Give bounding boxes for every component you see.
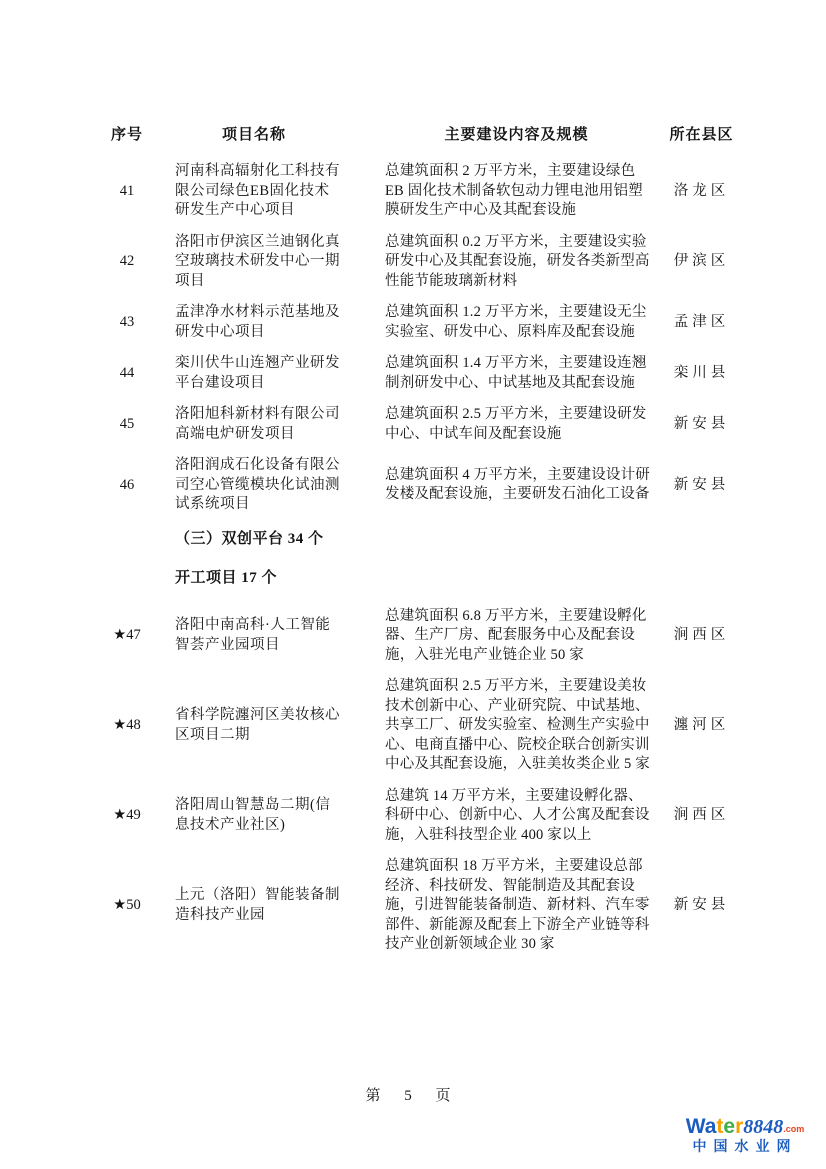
table-row: [95, 857, 747, 955]
construction-content-cell: 总建筑面积 2 万平方米，主要建设绿色 EB 固化技术制备软包动力锂电池用铝塑膜研发生产中心及其配套设施: [385, 163, 643, 218]
logo-tagline: 中国水业网: [692, 1138, 798, 1155]
construction-content-cell: 总建筑面积 1.4 万平方米，主要建设连翘制剂研发中心、中试基地及其配套设施: [385, 355, 647, 391]
water8848-logo: [670, 1116, 820, 1154]
header-cell-num: 序号: [110, 126, 143, 143]
row-index-cell-starred: ★47: [113, 627, 141, 643]
row-index-cell-starred: ★48: [113, 717, 141, 733]
project-name-cell: 洛阳市伊滨区兰迪钢化真空玻璃技术研发中心一期项目: [175, 233, 340, 289]
table-header-row: [95, 126, 747, 144]
project-name-cell: 上元（洛阳）智能装备制造科技产业园: [175, 887, 340, 923]
project-name-cell: 洛阳润成石化设备有限公司空心管缆模块化试油测试系统项目: [175, 457, 340, 512]
row-index-cell: 44: [119, 364, 135, 381]
district-cell: 新安县: [673, 415, 730, 432]
construction-content-cell: 总建筑面积 2.5 万平方米，主要建设研发中心、中试车间及配套设施: [385, 406, 647, 442]
table-row: [95, 787, 747, 846]
header-cell-content: 主要建设内容及规模: [444, 126, 589, 143]
district-cell: 新安县: [673, 897, 730, 913]
row-index-cell: 42: [119, 253, 135, 269]
district-cell: 瀍河区: [673, 717, 730, 733]
project-name-cell: 省科学院瀍河区美妆核心区项目二期: [175, 707, 340, 743]
row-index-cell: 46: [119, 476, 135, 493]
construction-content-cell: 总建筑面积 2.5 万平方米，主要建设美妆技术创新中心、产业研究院、中试基地、共享工厂、研发实验室、检测生产实验中心、电商直播中心、院校企联合创新实训中心及其配套设施，入驻美妆类企业 5 家: [385, 678, 650, 772]
section-heading-platform: （三）双创平台 34 个: [175, 530, 324, 547]
district-cell: 涧西区: [673, 807, 730, 823]
logo-letter-r: r: [735, 1115, 744, 1138]
project-name-cell: 孟津净水材料示范基地及研发中心项目: [175, 304, 340, 340]
district-cell: 伊滨区: [673, 253, 730, 269]
district-cell: 孟津区: [673, 313, 730, 330]
project-name-cell: 栾川伏牛山连翘产业研发平台建设项目: [175, 355, 340, 391]
construction-content-cell: 总建筑面积 1.2 万平方米，主要建设无尘实验室、研发中心、原料库及配套设施: [385, 304, 647, 340]
water8848-wordmark: [670, 1116, 820, 1138]
logo-letter-w: W: [685, 1115, 705, 1138]
logo-letter-t: t: [716, 1115, 724, 1138]
section-heading-start: 开工项目 17 个: [175, 569, 278, 586]
project-name-cell: 洛阳旭科新材料有限公司高端电炉研发项目: [175, 406, 340, 442]
table-row: [95, 677, 747, 775]
table-row: [95, 233, 747, 292]
construction-content-cell: 总建筑 14 万平方米，主要建设孵化器、科研中心、创新中心、人才公寓及配套设施，入驻科技型企业 400 家以上: [385, 787, 650, 843]
row-index-cell: 41: [119, 182, 135, 199]
table-row: [95, 607, 747, 666]
construction-content-cell: 总建筑面积 0.2 万平方米，主要建设实验研发中心及其配套设施，研发各类新型高性能节能玻璃新材料: [385, 233, 650, 289]
logo-letter-a: a: [704, 1115, 717, 1138]
row-index-cell-starred: ★50: [113, 897, 141, 913]
district-cell: 栾川县: [673, 364, 730, 381]
table-row: [95, 162, 747, 221]
construction-content-cell: 总建筑面积 4 万平方米，主要建设设计研发楼及配套设施，主要研发石油化工设备: [385, 466, 650, 503]
header-cell-district: 所在县区: [669, 126, 734, 143]
header-cell-name: 项目名称: [221, 126, 286, 143]
district-cell: 涧西区: [673, 627, 730, 643]
construction-content-cell: 总建筑面积 6.8 万平方米，主要建设孵化器、生产厂房、配套服务中心及配套设施，入驻光电产业链企业 50 家: [385, 607, 647, 663]
project-name-cell: 洛阳周山智慧岛二期(信息技术产业社区): [175, 797, 331, 833]
district-cell: 新安县: [673, 476, 730, 493]
row-index-cell: 43: [119, 313, 135, 330]
row-index-cell-starred: ★49: [113, 807, 141, 823]
project-name-cell: 河南科高辐射化工科技有限公司绿色EB固化技术研发生产中心项目: [175, 163, 340, 218]
row-index-cell: 45: [119, 415, 135, 432]
table-row: [95, 456, 747, 515]
projects-table: [95, 126, 747, 967]
table-row: [95, 354, 747, 393]
page-number: 第 5 页: [365, 1088, 461, 1104]
project-name-cell: 洛阳中南高科·人工智能智荟产业园项目: [175, 617, 331, 653]
logo-number: 8848: [743, 1116, 784, 1138]
table-row: [95, 405, 747, 444]
logo-com-suffix: .com: [783, 1124, 805, 1134]
logo-letter-e: e: [723, 1115, 736, 1138]
district-cell: 洛龙区: [673, 182, 730, 199]
construction-content-cell: 总建筑面积 18 万平方米，主要建设总部经济、科技研发、智能制造及其配套设施，引进智能装备制造、新材料、汽车零部件、新能源及配套上下游全产业链等科技产业创新领域企业 30 家: [385, 858, 650, 952]
table-row: [95, 303, 747, 342]
